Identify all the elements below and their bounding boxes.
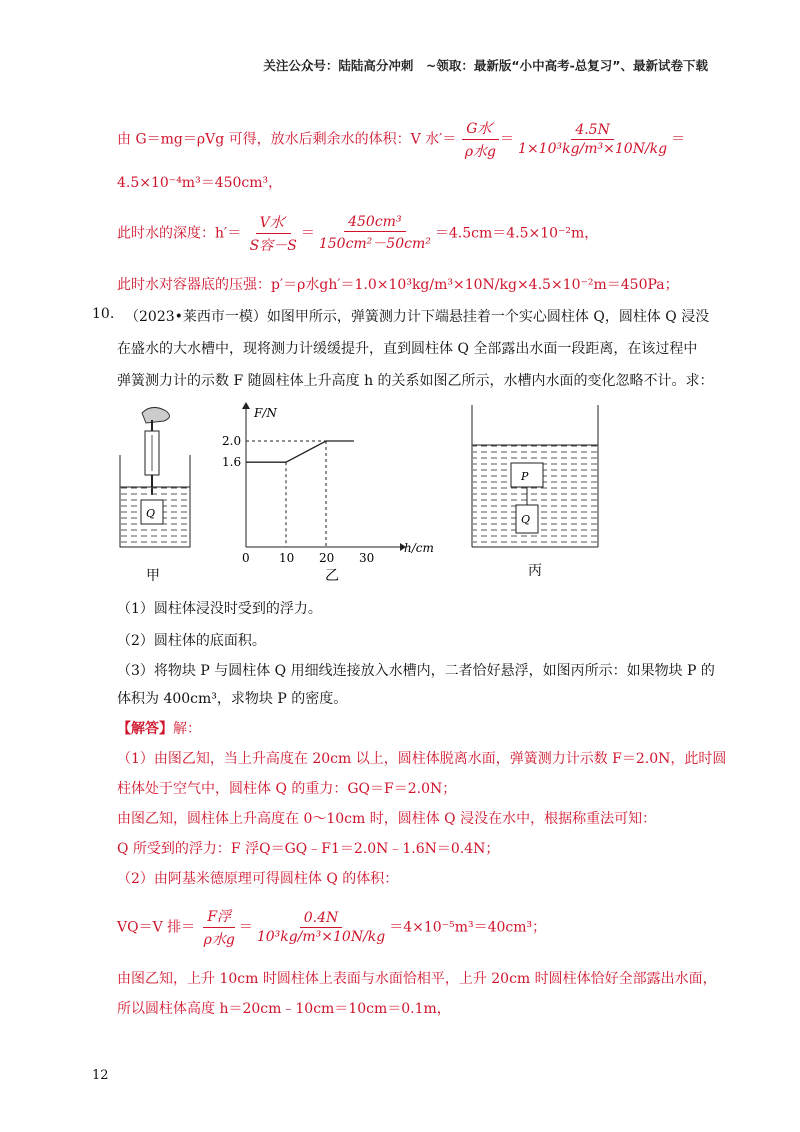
series-line <box>246 441 354 462</box>
question-stem-1: （2023•莱西市一模）如图甲所示，弹簧测力计下端悬挂着一个实心圆柱体 Q，圆柱体 Q 浸没 <box>125 309 710 325</box>
solution-text: ＝4.5cm＝4.5×10⁻²m， <box>434 225 599 242</box>
x-tick-label: 30 <box>359 551 375 565</box>
answer-heading <box>117 718 201 738</box>
y-tick-label: 1.6 <box>222 455 242 470</box>
answer-text: ＝4×10⁻⁵m³＝40cm³； <box>389 919 547 936</box>
solution-line-3: 此时水的深度：h′＝ $\frac{\text{V水′}}{\text{S容－S}}$ ＝ $\frac{\text{450cm³}}{\text{150cm²－50cm²}}$ ＝4.5cm＝4.5×10⁻²m， <box>117 214 599 254</box>
answer-line: 所以圆柱体高度 h＝20cm﹣10cm＝10cm＝0.1m， <box>117 1001 451 1017</box>
answer-line: （2）由阿基米德原理可得圆柱体 Q 的体积： <box>117 871 399 887</box>
page-number: 12 <box>92 1068 109 1083</box>
fraction: $\frac{\text{F浮}}{\text{ρ水g}}$ <box>200 906 239 949</box>
y-tick-label: 2.0 <box>222 434 242 448</box>
question-number: 10. <box>92 306 115 322</box>
answer-formula-line: VQ＝V 排＝ $\frac{\text{F浮}}{\text{ρ水g}}$ ＝ $\frac{0.4N}{\text{10³kg/m³×10N/kg}}$ ＝4×10⁻⁵m³＝40cm³； <box>117 906 546 949</box>
sub-question-3b: 体积为 400cm³，求物块 P 的密度。 <box>117 691 348 707</box>
solution-text: 由 G＝mg＝ρVg 可得，放水后剩余水的体积：V 水′＝ <box>117 131 457 148</box>
x-tick-label: 10 <box>279 551 295 565</box>
figure-bing <box>472 405 598 579</box>
x-axis-label: h/cm <box>404 541 434 555</box>
fraction: $\frac{\text{450cm³}}{\text{150cm²－50cm²}}$ <box>318 214 431 252</box>
answer-text: VQ＝V 排＝ <box>117 919 196 936</box>
solution-line-2: 4.5×10⁻⁴m³＝450cm³， <box>117 175 283 191</box>
answer-tag: 【解答】 <box>117 721 173 737</box>
figure-yi-label: 乙 <box>325 568 339 584</box>
cylinder-q-label: Q <box>146 507 156 520</box>
answer-intro: 解： <box>173 721 201 737</box>
question-stem-2: 在盛水的大水槽中，现将测力计缓缓提升，直到圆柱体 Q 全部露出水面一段距离，在该过程中 <box>117 341 698 357</box>
solution-line-4: 此时水对容器底的压强：p′＝ρ水gh′＝1.0×10³kg/m³×10N/kg×4.5×10⁻²m＝450Pa； <box>117 277 679 293</box>
page-header: 关注公众号：陆陆高分冲刺 ~领取：最新版“小中高考-总复习”、最新试卷下载 <box>263 58 708 73</box>
fraction: $\frac{0.4N}{\text{10³kg/m³×10N/kg}}$ <box>256 910 386 945</box>
hand-icon <box>142 407 170 423</box>
answer-line: 柱体处于空气中，圆柱体 Q 的重力：GQ＝F＝2.0N； <box>117 781 457 797</box>
figures <box>0 395 800 595</box>
figure-bing-label: 丙 <box>528 563 542 579</box>
fraction: $\frac{\text{G水′}}{\text{ρ水g}}$ <box>461 118 500 161</box>
answer-line: 由图乙知，圆柱体上升高度在 0～10cm 时，圆柱体 Q 浸没在水中，根据称重法可知： <box>117 811 657 827</box>
sub-question-1: （1）圆柱体浸没时受到的浮力。 <box>117 601 322 617</box>
question-stem-3: 弹簧测力计的示数 F 随圆柱体上升高度 h 的关系如图乙所示，水槽内水面的变化忽略不计。求： <box>117 373 714 389</box>
answer-line: （1）由图乙知，当上升高度在 20cm 以上，圆柱体脱离水面，弹簧测力计示数 F＝2.0N，此时圆 <box>117 751 727 767</box>
fraction: $\frac{4.5N}{\text{1×10³kg/m³×10N/kg}}$ <box>518 122 668 157</box>
figure-yi-chart <box>222 402 434 584</box>
cylinder-q-bing-label: Q <box>521 513 531 526</box>
figure-jia <box>120 407 190 584</box>
solution-line-1: 由 G＝mg＝ρVg 可得，放水后剩余水的体积：V 水′＝ $\frac{\text{G水′}}{\text{ρ水g}}$ ＝ $\frac{4.5N}{\text{1×10³kg/m³×10N/kg}}$ ＝ <box>117 118 685 161</box>
answer-line: Q 所受到的浮力：F 浮Q＝GQ﹣F1＝2.0N﹣1.6N＝0.4N； <box>117 841 500 857</box>
answer-line: 由图乙知，上升 10cm 时圆柱体上表面与水面恰相平，上升 20cm 时圆柱体恰好全部露出水面， <box>117 971 717 987</box>
y-axis-label: F/N <box>254 406 277 420</box>
sub-question-3a: （3）将物块 P 与圆柱体 Q 用细线连接放入水槽内，二者恰好悬浮，如图丙所示：如果物块 P 的 <box>117 663 715 679</box>
sub-question-2: （2）圆柱体的底面积。 <box>117 633 266 649</box>
fraction: $\frac{\text{V水′}}{\text{S容－S}}$ <box>246 212 301 255</box>
figure-jia-label: 甲 <box>146 568 160 584</box>
origin-label: 0 <box>242 551 250 565</box>
solution-text: 此时水的深度：h′＝ <box>117 225 242 242</box>
x-tick-label: 20 <box>319 551 335 565</box>
block-p-label: P <box>521 470 529 483</box>
